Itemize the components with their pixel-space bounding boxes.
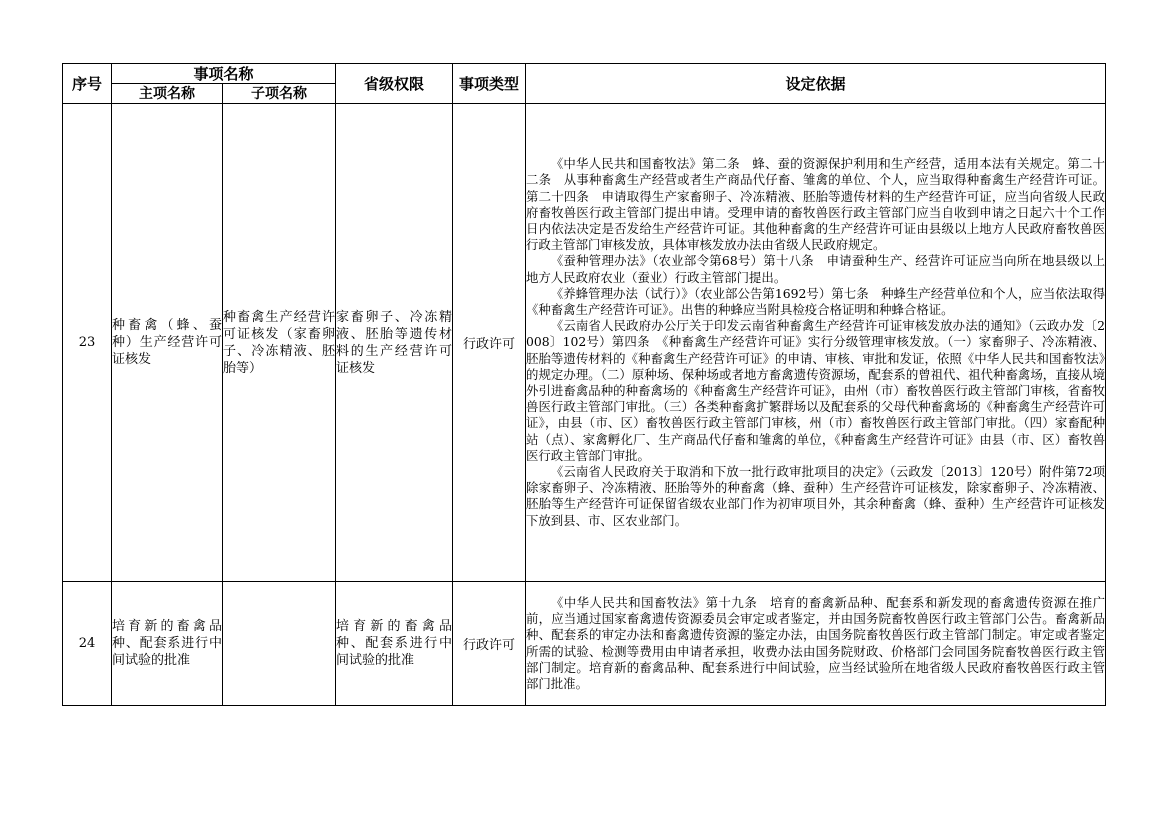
header-basis: 设定依据 — [526, 64, 1106, 104]
table-row — [63, 582, 1106, 706]
basis-paragraph: 《中华人民共和国畜牧法》第二条 蜂、蚕的资源保护利用和生产经营，适用本法有关规定。第二十二条 从事种畜禽生产经营或者生产商品代仔畜、雏禽的单位、个人，应当取得种畜禽生产经营许可证。第二十四条 申请取得生产家畜卵子、冷冻精液、胚胎等遗传材料的生产经营许可证，应当向省级人民政府畜牧兽医行政主管部门提出申请。受理申请的畜牧兽医行政主管部门应当自收到申请之日起六十个工作日内依法决定是否发给生产经营许可证。其他种畜禽的生产经营许可证由县级以上地方人民政府畜牧兽医行政主管部门审核发放，具体审核发放办法由省级人民政府规定。 — [526, 156, 1106, 253]
row-provincial-authority: 培育新的畜禽品种、配套系进行中间试验的批准 — [336, 582, 453, 706]
table-row — [63, 104, 1106, 582]
row-seq: 24 — [63, 582, 112, 706]
row-provincial-authority: 家畜卵子、冷冻精液、胚胎等遗传材料的生产经营许可证核发 — [336, 104, 453, 582]
basis-paragraph: 《养蜂管理办法（试行）》（农业部公告第1692号）第七条 种蜂生产经营单位和个人，应当依法取得《种畜禽生产经营许可证》。出售的种蜂应当附具检疫合格证明和种蜂合格证。 — [526, 285, 1106, 317]
row-basis — [526, 104, 1118, 582]
row-main-item: 种畜禽（蜂、蚕种）生产经营许可证核发 — [112, 104, 223, 582]
header-item-type: 事项类型 — [453, 64, 526, 104]
header-seq: 序号 — [63, 64, 112, 104]
header-sub-item: 子项名称 — [223, 84, 336, 104]
basis-paragraph: 《云南省人民政府关于取消和下放一批行政审批项目的决定》（云政发〔2013〕120号）附件第72项 除家畜卵子、冷冻精液、胚胎等外的种畜禽（蜂、蚕种）生产经营许可证核发，除家畜卵子、冷冻精液、胚胎等生产经营许可证保留省级农业部门作为初审项目外，其余种畜禽（蜂、蚕种）生产经营许可证核发下放到县、市、区农业部门。 — [526, 464, 1118, 528]
basis-paragraph: 《云南省人民政府办公厅关于印发云南省种畜禽生产经营许可证审核发放办法的通知》（云政办发〔2008〕102号）第四条 《种畜禽生产经营许可证》实行分级管理审核发放。（一）家畜卵子、冷冻精液、胚胎等遗传材料的《种畜禽生产经营许可证》的申请、审核、审批和发证，依照《中华人民共和国畜牧法》的规定办理。（二）原种场、保种场或者地方畜禽遗传资源场，配套系的曾祖代、祖代种畜禽场，直接从境外引进畜禽品种的种畜禽场的《种畜禽生产经营许可证》，由州（市）畜牧兽医行政主管部门审核，省畜牧兽医行政主管部门审批。（三）各类种畜禽扩繁群场以及配套系的父母代种畜禽场的《种畜禽生产经营许可证》，由县（市、区）畜牧兽医行政主管部门审核，州（市）畜牧兽医行政主管部门审批。（四）家畜配种站（点）、家禽孵化厂、生产商品代仔畜和雏禽的单位，《种畜禽生产经营许可证》由县（市、区）畜牧兽医行政主管部门审批。 — [526, 318, 1106, 463]
row-seq: 23 — [63, 104, 112, 582]
header-main-item: 主项名称 — [112, 84, 223, 104]
row-sub-item: 种畜禽生产经营许可证核发（家畜卵子、冷冻精液、胚胎等） — [223, 104, 336, 582]
basis-paragraph: 《蚕种管理办法》（农业部令第68号）第十八条 申请蚕种生产、经营许可证应当向所在地县级以上地方人民政府农业（蚕业）行政主管部门提出。 — [526, 253, 1106, 285]
row-item-type: 行政许可 — [453, 582, 526, 706]
header-item-name: 事项名称 — [112, 64, 336, 84]
row-item-type: 行政许可 — [453, 104, 526, 582]
header-provincial-authority: 省级权限 — [336, 64, 453, 104]
row-main-item: 培育新的畜禽品种、配套系进行中间试验的批准 — [112, 582, 223, 706]
basis-paragraph: 《中华人民共和国畜牧法》第十九条 培育的畜禽新品种、配套系和新发现的畜禽遗传资源在推广前，应当通过国家畜禽遗传资源委员会审定或者鉴定，并由国务院畜牧兽医行政主管部门公告。畜禽新品种、配套系的审定办法和畜禽遗传资源的鉴定办法，由国务院畜牧兽医行政主管部门制定。审定或者鉴定所需的试验、检测等费用由申请者承担，收费办法由国务院财政、价格部门会同国务院畜牧兽医行政主管部门制定。培育新的畜禽品种、配套系进行中间试验，应当经试验所在地省级人民政府畜牧兽医行政主管部门批准。 — [526, 594, 1106, 691]
row-basis — [526, 582, 1106, 706]
row-sub-item — [223, 582, 336, 706]
items-table — [62, 63, 1118, 706]
